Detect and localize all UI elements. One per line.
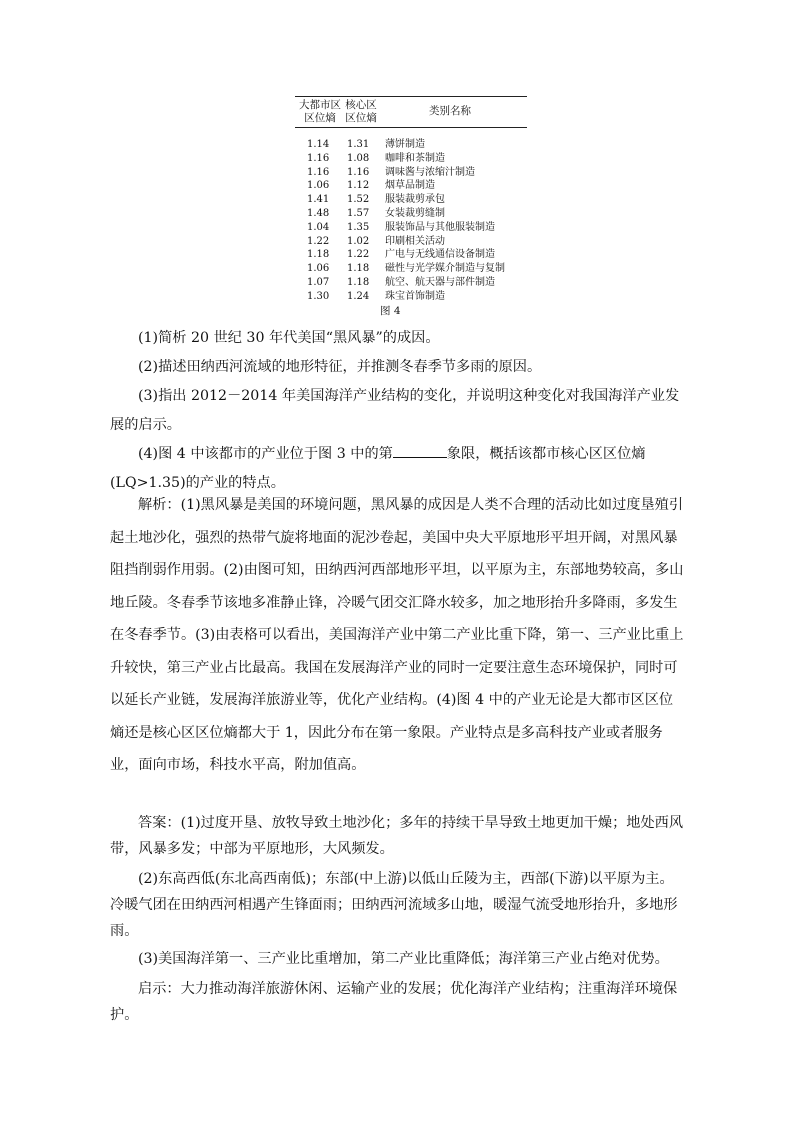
table-row: 1.16 1.08 咖啡和茶制造 [307,152,445,164]
question-3: (3)指出 2012－2014 年美国海洋产业结构的变化，并说明这种变化对我国海洋产业发展的启示。 [110,388,680,433]
table-row: 1.06 1.12 烟草品制造 [307,180,435,192]
questions [110,324,685,498]
table-row: 1.30 1.24 珠宝首饰制造 [307,290,445,302]
question-2: (2)描述田纳西河流域的地形特征，并推测冬春季节多雨的原因。 [138,359,542,375]
answer-2: (2)东高西低(东北高西南低)；东部(中上游)以低山丘陵为主，西部(下游)以平原为主。冷暖气团在田纳西河相遇产生锋面雨；田纳西河流域多山地，暖湿气流受地形抬升，多地形雨。 [110,871,678,939]
table-row: 1.18 1.22 广电与无线通信设备制造 [307,249,495,261]
header-metro-lq: 大都市区 区位熵 [299,99,341,124]
header-category: 类别名称 [429,105,471,117]
answer-3: (3)美国海洋第一、三产业比重增加，第二产业比重降低；海洋第三产业占绝对优势。 [138,951,669,967]
table-row: 1.22 1.02 印刷相关活动 [307,235,445,247]
header-core-lq: 核心区 区位熵 [345,99,377,124]
table-row: 1.16 1.16 调味酱与浓缩汁制造 [307,166,475,178]
table-row: 1.07 1.18 航空、航天器与部件制造 [307,276,495,288]
analysis-paragraph: 解析：(1)黑风暴是美国的环境问题，黑风暴的成因是人类不合理的活动比如过度垦殖引起土地沙化，强烈的热带气旋将地面的泥沙卷起，美国中央大平原地形平坦开阔，对黑风暴阻挡削弱作用弱。(2)由图可知，田纳西河西部地形平坦，以平原为主，东部地势较高，多山地丘陵。冬春季节该地多准静止锋，冷暖气团交汇降水较多，加之地形抬升多降雨，多发生在冬春季节。(3)由表格可以看出，美国海洋产业中第二产业比重下降，第一、三产业比重上升较快，第三产业占比最高。我国在发展海洋产业的同时一定要注意生态环境保护，同时可以延长产业链，发展海洋旅游业等，优化产业结构。(4)图 4 中的产业无论是大都市区区位熵还是核心区区位熵都大于 1，因此分布在第一象限。产业特点是多高科技产业或者服务业，面向市场，科技水平高，附加值高。 [110,497,684,773]
table-row: 1.04 1.35 服装饰品与其他服装制造 [307,221,495,233]
table-row: 1.41 1.52 服装裁剪承包 [307,194,445,206]
answer-1: 答案：(1)过度开垦、放牧导致土地沙化；多年的持续干旱导致土地更加干燥；地处西风带，风暴多发；中部为平原地形，大风频发。 [110,815,684,857]
table-row: 1.06 1.18 磁性与光学媒介制造与复制 [307,263,505,275]
table-row: 1.14 1.31 薄饼制造 [307,139,425,150]
industry-table [295,96,527,304]
answer-4: 启示：大力推动海洋旅游休闲、运输产业的发展；优化海洋产业结构；注重海洋环境保护。 [110,981,678,1023]
table-row: 1.48 1.57 女装裁剪缝制 [307,207,445,219]
figure-caption: 图 4 [380,305,401,317]
table-header [295,97,527,126]
question-1: (1)简析 20 世纪 30 年代美国“黑风暴”的成因。 [138,330,440,346]
answer-blank [393,445,447,458]
question-4: (4)图 4 中该都市的产业位于图 3 中的第 象限，概括该都市核心区区位熵(LQ>1.35)的产业的特点。 [110,446,646,491]
table-body [295,128,527,304]
